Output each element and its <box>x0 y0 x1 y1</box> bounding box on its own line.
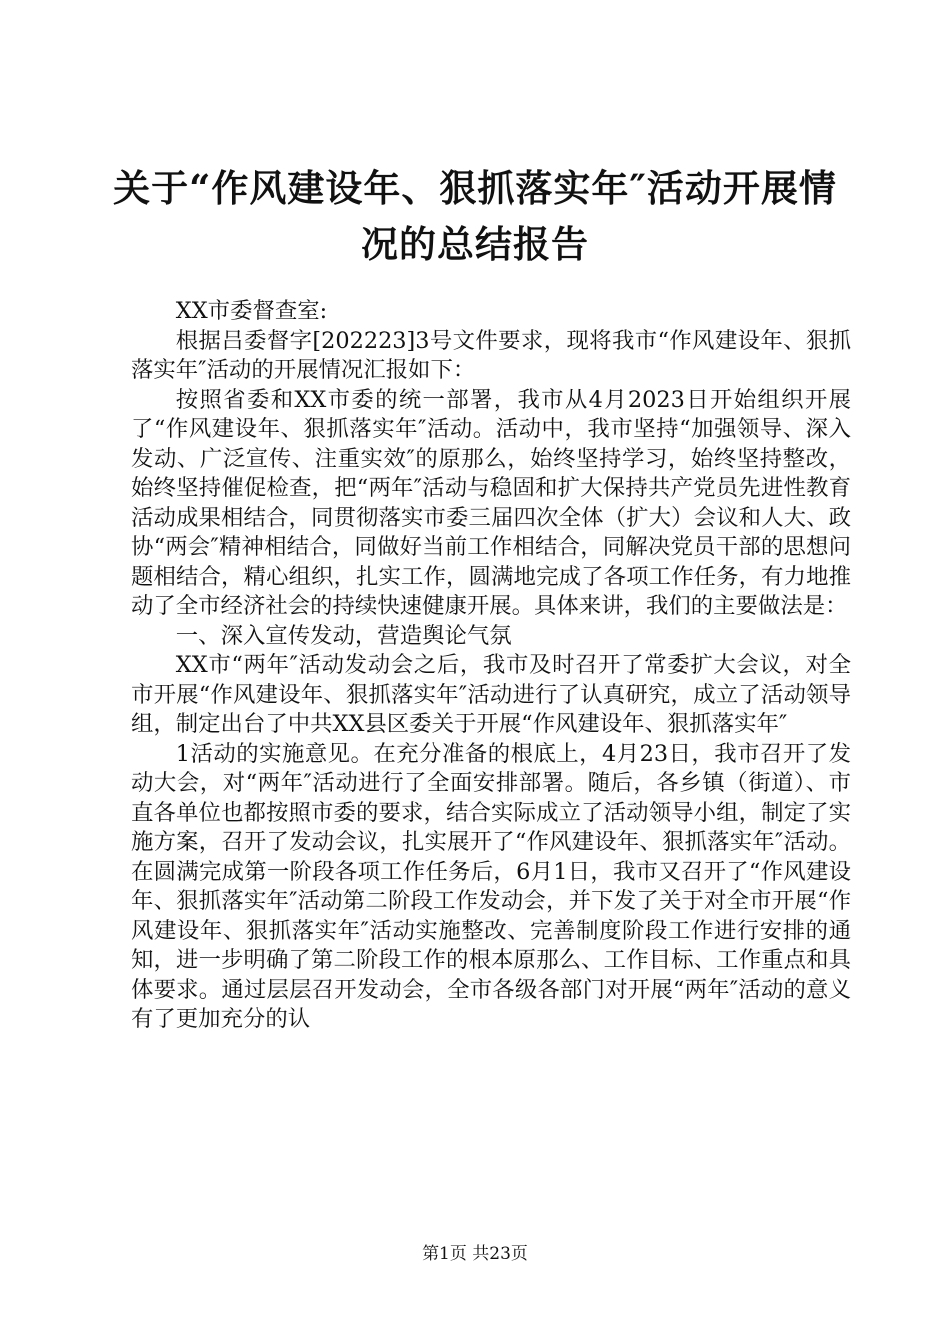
document-body <box>131 297 851 1035</box>
paragraph: 1活动的实施意见。在充分准备的根底上，4月23日，我市召开了发动大会，对“两年″活动进行了全面安排部署。随后，各乡镇（街道）、市直各单位也都按照市委的要求，结合实际成立了活动领导小组，制定了实施方案，召开了发动会议，扎实展开了“作风建设年、狠抓落实年″活动。在圆满完成第一阶段各项工作任务后，6月1日，我市又召开了“作风建设年、狠抓落实年″活动第二阶段工作发动会，并下发了关于对全市开展“作风建设年、狠抓落实年″活动实施整改、完善制度阶段工作进行安排的通知，进一步明确了第二阶段工作的根本原那么、工作目标、工作重点和具体要求。通过层层召开发动会，全市各级各部门对开展“两年″活动的意义有了更加充分的认 <box>131 740 851 1032</box>
paragraph: 根据吕委督字[202223]3号文件要求，现将我市“作风建设年、狠抓落实年″活动的开展情况汇报如下： <box>131 327 851 383</box>
salutation: XX市委督查室: <box>175 298 328 324</box>
paragraph: XX市“两年″活动发动会之后，我市及时召开了常委扩大会议，对全市开展“作风建设年、狠抓落实年″活动进行了认真研究，成立了活动领导组，制定出台了中共XX县区委关于开展“作风建设年、狠抓落实年″ <box>131 652 851 737</box>
paragraph: 按照省委和XX市委的统一部署，我市从4月2023日开始组织开展了“作风建设年、狠抓落实年″活动。活动中，我市坚持“加强领导、深入发动、广泛宣传、注重实效″的原那么，始终坚持学习，始终坚持整改，始终坚持催促检查，把“两年″活动与稳固和扩大保持共产党员先进性教育活动成果相结合，同贯彻落实市委三届四次全体（扩大）会议和人大、政协“两会″精神相结合，同做好当前工作相结合，同解决党员干部的思想问题相结合，精心组织，扎实工作，圆满地完成了各项工作任务，有力地推动了全市经济社会的持续快速健康开展。具体来讲，我们的主要做法是： <box>131 386 851 619</box>
page-number: 第1页 共23页 <box>422 1244 528 1264</box>
section-heading: 一、深入宣传发动，营造舆论气氛 <box>175 622 512 649</box>
document-title: 关于“作风建设年、狠抓落实年″活动开展情况的总结报告 <box>113 166 837 266</box>
